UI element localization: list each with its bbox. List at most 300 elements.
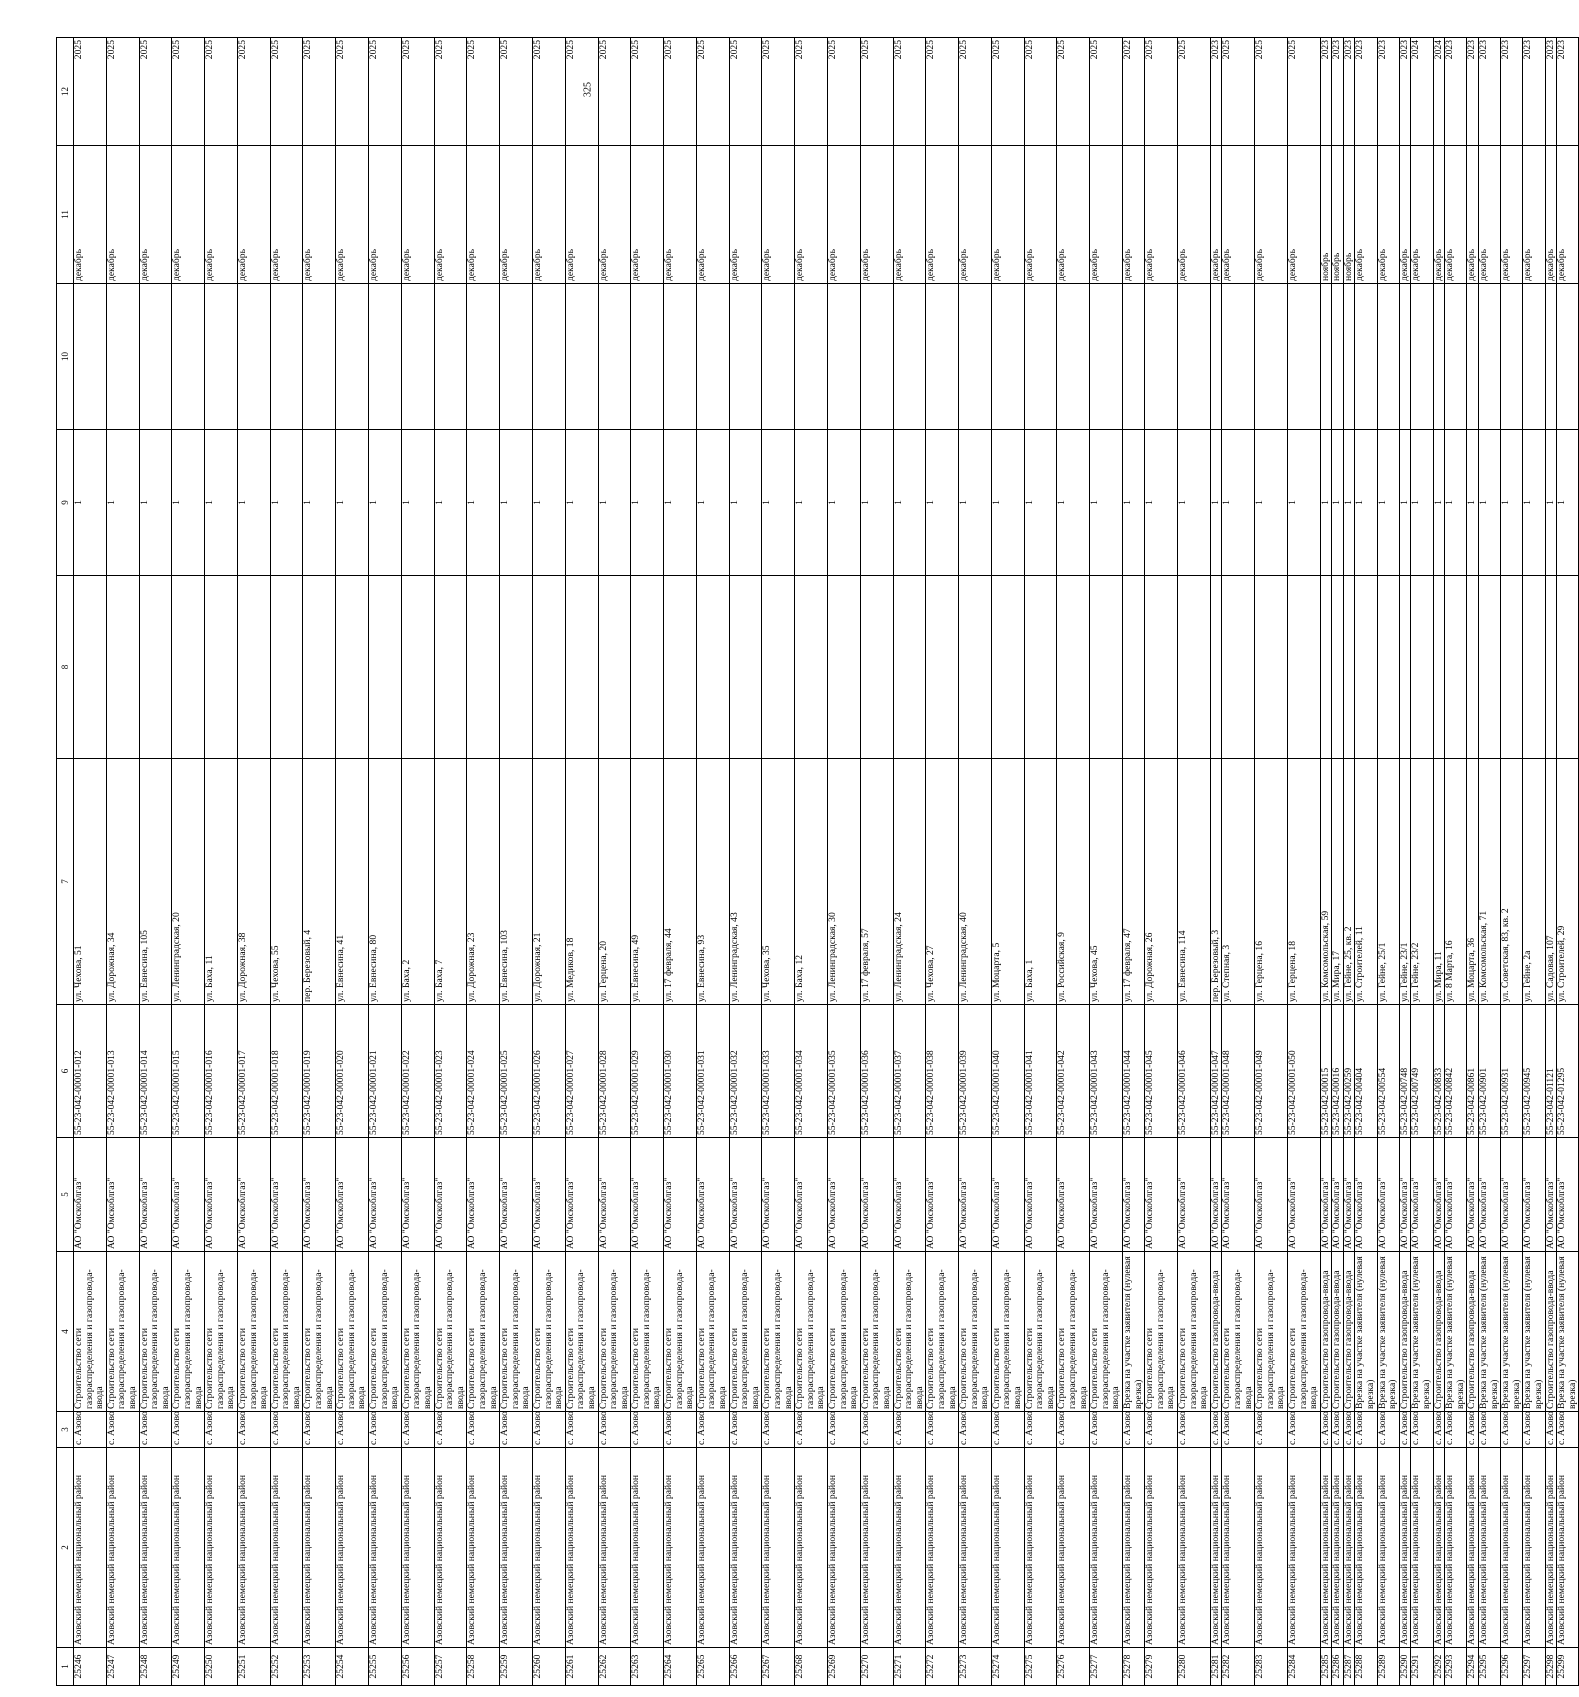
table-cell: с. Азово	[106, 1412, 139, 1448]
table-cell	[1145, 576, 1178, 759]
table-cell: ул. Гейне, 23/1	[1399, 759, 1411, 1005]
table-cell: 2023	[1377, 38, 1399, 146]
table-cell	[74, 576, 107, 759]
table-row	[1523, 38, 1545, 1686]
table-cell: АО "Омскоблгаз"	[926, 1138, 959, 1252]
table-cell	[860, 284, 893, 430]
table-cell: декабрь	[565, 146, 598, 284]
table-cell: Азовский немецкий национальный район	[1355, 1448, 1377, 1648]
table-cell: АО "Омскоблгаз"	[664, 1138, 697, 1252]
table-cell: декабрь	[1145, 146, 1178, 284]
table-cell: 2025	[1222, 38, 1255, 146]
table-cell	[237, 284, 270, 430]
table-cell: с. Азово	[565, 1412, 598, 1448]
table-cell	[434, 576, 467, 759]
table-cell: 1	[598, 430, 631, 576]
table-row	[434, 38, 467, 1686]
table-cell	[696, 576, 729, 759]
table-cell: Строительство сети газораспределения и газопровода-ввода	[1177, 1252, 1210, 1412]
table-row	[270, 38, 303, 1686]
table-cell: ул. Евнесина, 93	[696, 759, 729, 1005]
table-cell: 25248	[139, 1648, 172, 1686]
table-cell: Врезка на участке заявителя (нулевая врезка)	[1523, 1252, 1545, 1412]
table-cell: Строительство сети газораспределения и газопровода-ввода	[959, 1252, 992, 1412]
table-cell: 55-23-042-00001-023	[434, 1005, 467, 1138]
table-cell: АО "Омскоблгаз"	[1467, 1138, 1479, 1252]
table-cell: 2023	[1210, 38, 1222, 146]
table-cell: Строительство сети газораспределения и газопровода-ввода	[172, 1252, 205, 1412]
column-header: 3	[57, 1412, 74, 1448]
table-cell: декабрь	[270, 146, 303, 284]
table-cell: АО "Омскоблгаз"	[827, 1138, 860, 1252]
table-cell: 25278	[1123, 1648, 1145, 1686]
table-cell: 55-23-042-00404	[1355, 1005, 1377, 1138]
table-cell: 25289	[1377, 1648, 1399, 1686]
table-cell: 55-23-042-00001-015	[172, 1005, 205, 1138]
table-cell: Азовский немецкий национальный район	[664, 1448, 697, 1648]
table-cell: с. Азово	[893, 1412, 926, 1448]
page-number: 325	[582, 82, 594, 97]
table-row	[926, 38, 959, 1686]
table-cell: 25275	[1024, 1648, 1057, 1686]
table-cell: ноябрь	[1320, 146, 1332, 284]
table-cell: 25299	[1557, 1648, 1579, 1686]
table-cell: 2025	[959, 38, 992, 146]
table-cell: 25272	[926, 1648, 959, 1686]
table-cell	[401, 284, 434, 430]
table-cell: декабрь	[1445, 146, 1467, 284]
table-cell: 55-23-042-00001-039	[959, 1005, 992, 1138]
table-cell: 25254	[336, 1648, 369, 1686]
table-cell: ул. Герцена, 18	[1287, 759, 1320, 1005]
table-cell: 1	[1479, 430, 1501, 576]
table-cell: 25253	[303, 1648, 336, 1686]
table-cell: АО "Омскоблгаз"	[1479, 1138, 1501, 1252]
table-cell: ул. Строителей, 11	[1355, 759, 1377, 1005]
table-cell: 1	[1145, 430, 1178, 576]
table-cell: 25292	[1433, 1648, 1445, 1686]
table-cell: с. Азово	[205, 1412, 238, 1448]
table-cell: 55-23-042-00749	[1411, 1005, 1433, 1138]
table-cell: 2023	[1523, 38, 1545, 146]
table-cell: АО "Омскоблгаз"	[1501, 1138, 1523, 1252]
table-cell	[991, 284, 1024, 430]
table-cell	[1445, 284, 1467, 430]
table-cell: с. Азово	[729, 1412, 762, 1448]
table-cell: АО "Омскоблгаз"	[959, 1138, 992, 1252]
table-cell: с. Азово	[1090, 1412, 1123, 1448]
table-cell: Азовский немецкий национальный район	[1090, 1448, 1123, 1648]
table-cell: Азовский немецкий национальный район	[631, 1448, 664, 1648]
table-cell: ул. Российская, 9	[1057, 759, 1090, 1005]
table-cell: 1	[1557, 430, 1579, 576]
table-cell: ул. Мира, 17	[1332, 759, 1344, 1005]
table-cell: Азовский немецкий национальный район	[1320, 1448, 1332, 1648]
table-row	[1355, 38, 1377, 1686]
table-cell: 55-23-042-00833	[1433, 1005, 1445, 1138]
table-cell: Азовский немецкий национальный район	[1287, 1448, 1320, 1648]
table-cell: декабрь	[860, 146, 893, 284]
table-cell	[696, 284, 729, 430]
table-row	[74, 38, 107, 1686]
table-cell: 1	[1222, 430, 1255, 576]
table-cell: Врезка на участке заявителя (нулевая врезка)	[1445, 1252, 1467, 1412]
table-row	[532, 38, 565, 1686]
table-cell: 2025	[664, 38, 697, 146]
column-header: 7	[57, 759, 74, 1005]
table-cell: АО "Омскоблгаз"	[434, 1138, 467, 1252]
table-cell: 55-23-042-00001-048	[1222, 1005, 1255, 1138]
table-cell: 55-23-042-00001-035	[827, 1005, 860, 1138]
table-cell: Азовский немецкий национальный район	[270, 1448, 303, 1648]
column-header: 1	[57, 1648, 74, 1686]
table-row	[467, 38, 500, 1686]
table-cell: 1	[369, 430, 402, 576]
table-cell: АО "Омскоблгаз"	[1445, 1138, 1467, 1252]
table-row	[664, 38, 697, 1686]
table-cell: АО "Омскоблгаз"	[1287, 1138, 1320, 1252]
table-cell	[270, 284, 303, 430]
table-cell: Азовский немецкий национальный район	[74, 1448, 107, 1648]
table-cell: Азовский немецкий национальный район	[696, 1448, 729, 1648]
table-cell	[565, 576, 598, 759]
table-cell: декабрь	[1479, 146, 1501, 284]
table-cell: Азовский немецкий национальный район	[1222, 1448, 1255, 1648]
table-cell	[1177, 284, 1210, 430]
table-cell: Строительство сети газораспределения и газопровода-ввода	[369, 1252, 402, 1412]
table-cell: с. Азово	[336, 1412, 369, 1448]
table-cell: с. Азово	[1479, 1412, 1501, 1448]
table-cell: АО "Омскоблгаз"	[1320, 1138, 1332, 1252]
table-cell: 1	[1355, 430, 1377, 576]
table-cell: АО "Омскоблгаз"	[1557, 1138, 1579, 1252]
table-cell	[598, 576, 631, 759]
table-cell: 2025	[467, 38, 500, 146]
table-cell: 1	[1545, 430, 1557, 576]
table-row	[1057, 38, 1090, 1686]
table-cell: АО "Омскоблгаз"	[1222, 1138, 1255, 1252]
table-row	[237, 38, 270, 1686]
table-cell: 25287	[1343, 1648, 1355, 1686]
table-cell: 55-23-042-00001-030	[664, 1005, 697, 1138]
table-cell: Строительство газопровода-ввода	[1399, 1252, 1411, 1412]
table-cell: 55-23-042-00001-024	[467, 1005, 500, 1138]
table-cell: 25266	[729, 1648, 762, 1686]
table-cell: 55-23-042-00748	[1399, 1005, 1411, 1138]
table-cell: с. Азово	[1255, 1412, 1288, 1448]
table-cell	[1467, 284, 1479, 430]
table-cell: АО "Омскоблгаз"	[106, 1138, 139, 1252]
table-cell	[532, 284, 565, 430]
table-cell: с. Азово	[1343, 1412, 1355, 1448]
table-cell: 25281	[1210, 1648, 1222, 1686]
table-cell: декабрь	[664, 146, 697, 284]
table-cell: Строительство сети газораспределения и газопровода-ввода	[827, 1252, 860, 1412]
table-cell: Азовский немецкий национальный район	[1479, 1448, 1501, 1648]
table-cell: АО "Омскоблгаз"	[172, 1138, 205, 1252]
table-row	[696, 38, 729, 1686]
table-cell: 2025	[139, 38, 172, 146]
table-cell: декабрь	[1399, 146, 1411, 284]
table-cell: 2023	[1399, 38, 1411, 146]
table-cell: 25293	[1445, 1648, 1467, 1686]
table-cell: 55-23-042-00001-027	[565, 1005, 598, 1138]
table-cell	[237, 576, 270, 759]
table-cell: 25273	[959, 1648, 992, 1686]
table-cell: ул. Мира, 11	[1433, 759, 1445, 1005]
table-cell	[1523, 284, 1545, 430]
table-cell: 2025	[893, 38, 926, 146]
table-cell: АО "Омскоблгаз"	[532, 1138, 565, 1252]
table-cell: декабрь	[762, 146, 795, 284]
table-cell: декабрь	[1377, 146, 1399, 284]
table-cell: АО "Омскоблгаз"	[303, 1138, 336, 1252]
table-cell	[1145, 284, 1178, 430]
table-cell: декабрь	[139, 146, 172, 284]
table-cell: 2023	[1545, 38, 1557, 146]
table-cell: АО "Омскоблгаз"	[696, 1138, 729, 1252]
table-cell: декабрь	[1355, 146, 1377, 284]
table-cell: 2025	[205, 38, 238, 146]
table-cell: 1	[1433, 430, 1445, 576]
table-cell: с. Азово	[1545, 1412, 1557, 1448]
table-cell: Строительство газопровода-ввода	[1545, 1252, 1557, 1412]
table-cell	[565, 284, 598, 430]
table-cell: ул. Чехова, 51	[74, 759, 107, 1005]
table-cell: с. Азово	[500, 1412, 533, 1448]
table-cell: декабрь	[532, 146, 565, 284]
table-cell: 2025	[1177, 38, 1210, 146]
table-cell: с. Азово	[1501, 1412, 1523, 1448]
table-cell: с. Азово	[795, 1412, 828, 1448]
table-cell: Азовский немецкий национальный район	[1057, 1448, 1090, 1648]
table-cell: 55-23-042-00001-019	[303, 1005, 336, 1138]
table-cell: 2025	[434, 38, 467, 146]
table-cell: ул. Чехова, 45	[1090, 759, 1123, 1005]
table-cell: ул. Герцена, 20	[598, 759, 631, 1005]
table-cell: 55-23-042-00001-046	[1177, 1005, 1210, 1138]
table-cell: 1	[827, 430, 860, 576]
column-header: 10	[57, 284, 74, 430]
table-cell: 1	[500, 430, 533, 576]
table-cell: 55-23-042-00001-017	[237, 1005, 270, 1138]
table-cell: с. Азово	[1024, 1412, 1057, 1448]
table-cell: 1	[336, 430, 369, 576]
table-row	[1479, 38, 1501, 1686]
table-cell	[139, 576, 172, 759]
table-cell	[1501, 284, 1523, 430]
table-cell	[664, 576, 697, 759]
table-cell	[1343, 284, 1355, 430]
table-cell: декабрь	[959, 146, 992, 284]
table-cell: Строительство сети газораспределения и газопровода-ввода	[336, 1252, 369, 1412]
table-cell: декабрь	[106, 146, 139, 284]
table-cell	[795, 284, 828, 430]
table-cell: АО "Омскоблгаз"	[991, 1138, 1024, 1252]
table-cell: с. Азово	[1123, 1412, 1145, 1448]
table-cell: Строительство сети газораспределения и газопровода-ввода	[893, 1252, 926, 1412]
table-cell: Азовский немецкий национальный район	[1123, 1448, 1145, 1648]
table-cell: Азовский немецкий национальный район	[565, 1448, 598, 1648]
table-cell: 1	[303, 430, 336, 576]
table-cell: Строительство сети газораспределения и газопровода-ввода	[270, 1252, 303, 1412]
table-cell	[532, 576, 565, 759]
table-cell: 2023	[1479, 38, 1501, 146]
table-cell: Строительство сети газораспределения и газопровода-ввода	[401, 1252, 434, 1412]
table-row	[139, 38, 172, 1686]
table-cell: ул. Комсомольская, 59	[1320, 759, 1332, 1005]
table-cell: 25247	[106, 1648, 139, 1686]
table-cell: 1	[401, 430, 434, 576]
table-cell: Азовский немецкий национальный район	[1445, 1448, 1467, 1648]
table-cell: 55-23-042-00001-050	[1287, 1005, 1320, 1138]
table-cell: Строительство сети газораспределения и газопровода-ввода	[1255, 1252, 1288, 1412]
table-cell	[1123, 284, 1145, 430]
table-row	[1123, 38, 1145, 1686]
table-cell: 2025	[729, 38, 762, 146]
table-cell: 25256	[401, 1648, 434, 1686]
table-cell	[893, 284, 926, 430]
table-cell: АО "Омскоблгаз"	[1123, 1138, 1145, 1252]
table-cell: 2025	[270, 38, 303, 146]
table-cell: ул. Баха, 7	[434, 759, 467, 1005]
table-cell: Строительство сети газораспределения и газопровода-ввода	[500, 1252, 533, 1412]
table-cell: 1	[74, 430, 107, 576]
table-cell: АО "Омскоблгаз"	[729, 1138, 762, 1252]
table-cell: декабрь	[1433, 146, 1445, 284]
table-cell: декабрь	[369, 146, 402, 284]
table-cell: АО "Омскоблгаз"	[1433, 1138, 1445, 1252]
table-cell: ул. Ленинградская, 43	[729, 759, 762, 1005]
table-row	[1445, 38, 1467, 1686]
table-cell: 55-23-042-00001-033	[762, 1005, 795, 1138]
table-cell: 55-23-042-00001-013	[106, 1005, 139, 1138]
table-cell	[1557, 284, 1579, 430]
table-cell: ул. Чехова, 27	[926, 759, 959, 1005]
table-cell: 1	[1411, 430, 1433, 576]
column-header: 9	[57, 430, 74, 576]
table-cell: 1	[1177, 430, 1210, 576]
table-cell: Азовский немецкий национальный район	[827, 1448, 860, 1648]
table-cell: 55-23-042-00001-014	[139, 1005, 172, 1138]
table-cell: АО "Омскоблгаз"	[369, 1138, 402, 1252]
table-cell: Азовский немецкий национальный район	[926, 1448, 959, 1648]
table-cell: декабрь	[729, 146, 762, 284]
table-cell: Азовский немецкий национальный район	[1501, 1448, 1523, 1648]
table-cell: 2023	[1343, 38, 1355, 146]
table-cell: декабрь	[1501, 146, 1523, 284]
table-row	[1332, 38, 1344, 1686]
table-cell: 1	[1255, 430, 1288, 576]
table-row	[1222, 38, 1255, 1686]
table-cell	[860, 576, 893, 759]
table-cell: с. Азово	[631, 1412, 664, 1448]
table-cell: Строительство сети газораспределения и газопровода-ввода	[762, 1252, 795, 1412]
table-cell	[598, 284, 631, 430]
table-cell: АО "Омскоблгаз"	[500, 1138, 533, 1252]
table-cell: с. Азово	[1287, 1412, 1320, 1448]
table-cell: 55-23-042-00001-016	[205, 1005, 238, 1138]
table-cell: Азовский немецкий национальный район	[500, 1448, 533, 1648]
table-cell: 2025	[631, 38, 664, 146]
table-cell: ул. Садовая, 107	[1545, 759, 1557, 1005]
table-cell	[1090, 576, 1123, 759]
table-cell: ул. Дорожная, 38	[237, 759, 270, 1005]
table-cell: 25269	[827, 1648, 860, 1686]
table-cell	[1523, 576, 1545, 759]
table-cell: 1	[1445, 430, 1467, 576]
column-header: 6	[57, 1005, 74, 1138]
table-cell: Азовский немецкий национальный район	[860, 1448, 893, 1648]
table-cell: 25288	[1355, 1648, 1377, 1686]
table-cell: АО "Омскоблгаз"	[205, 1138, 238, 1252]
table-cell: АО "Омскоблгаз"	[631, 1138, 664, 1252]
table-cell: 55-23-042-00001-045	[1145, 1005, 1178, 1138]
table-row	[1210, 38, 1222, 1686]
table-cell: 25251	[237, 1648, 270, 1686]
table-cell: ул. Гейне, 25/1	[1377, 759, 1399, 1005]
table-cell: Строительство сети газораспределения и газопровода-ввода	[1145, 1252, 1178, 1412]
table-cell: декабрь	[1255, 146, 1288, 284]
table-row	[205, 38, 238, 1686]
table-cell: 2023	[1501, 38, 1523, 146]
table-row	[1090, 38, 1123, 1686]
table-cell	[1320, 576, 1332, 759]
table-cell: с. Азово	[1320, 1412, 1332, 1448]
table-cell: 1	[893, 430, 926, 576]
table-cell	[1479, 284, 1501, 430]
table-row	[1501, 38, 1523, 1686]
table-cell: 25297	[1523, 1648, 1545, 1686]
table-cell: Строительство сети газораспределения и газопровода-ввода	[860, 1252, 893, 1412]
table-cell: 55-23-042-00554	[1377, 1005, 1399, 1138]
table-cell: 25296	[1501, 1648, 1523, 1686]
table-cell: 55-23-042-00001-022	[401, 1005, 434, 1138]
table-cell: с. Азово	[827, 1412, 860, 1448]
table-cell: декабрь	[1557, 146, 1579, 284]
table-cell: АО "Омскоблгаз"	[795, 1138, 828, 1252]
table-row	[565, 38, 598, 1686]
table-cell	[401, 576, 434, 759]
table-cell: с. Азово	[172, 1412, 205, 1448]
table-cell: декабрь	[1177, 146, 1210, 284]
table-cell: 25260	[532, 1648, 565, 1686]
table-cell: 25283	[1255, 1648, 1288, 1686]
table-cell: 1	[795, 430, 828, 576]
table-cell: 2025	[401, 38, 434, 146]
table-cell: Азовский немецкий национальный район	[237, 1448, 270, 1648]
table-cell: АО "Омскоблгаз"	[1177, 1138, 1210, 1252]
table-cell: 2025	[1057, 38, 1090, 146]
table-cell: 25274	[991, 1648, 1024, 1686]
table-row	[1433, 38, 1445, 1686]
table-cell: 25295	[1479, 1648, 1501, 1686]
table-cell: декабрь	[598, 146, 631, 284]
table-cell: ул. Гейне, 25, кв. 2	[1343, 759, 1355, 1005]
table-cell: Строительство сети газораспределения и газопровода-ввода	[926, 1252, 959, 1412]
table-cell: ул. Баха, 1	[1024, 759, 1057, 1005]
table-cell: 55-23-042-00001-044	[1123, 1005, 1145, 1138]
table-cell	[106, 284, 139, 430]
table-row	[1467, 38, 1479, 1686]
table-cell: 2025	[369, 38, 402, 146]
table-cell: Строительство сети газораспределения и газопровода-ввода	[631, 1252, 664, 1412]
table-cell: 25277	[1090, 1648, 1123, 1686]
table-cell: декабрь	[467, 146, 500, 284]
table-cell: 2025	[237, 38, 270, 146]
table-cell: 25271	[893, 1648, 926, 1686]
table-cell: 1	[1090, 430, 1123, 576]
